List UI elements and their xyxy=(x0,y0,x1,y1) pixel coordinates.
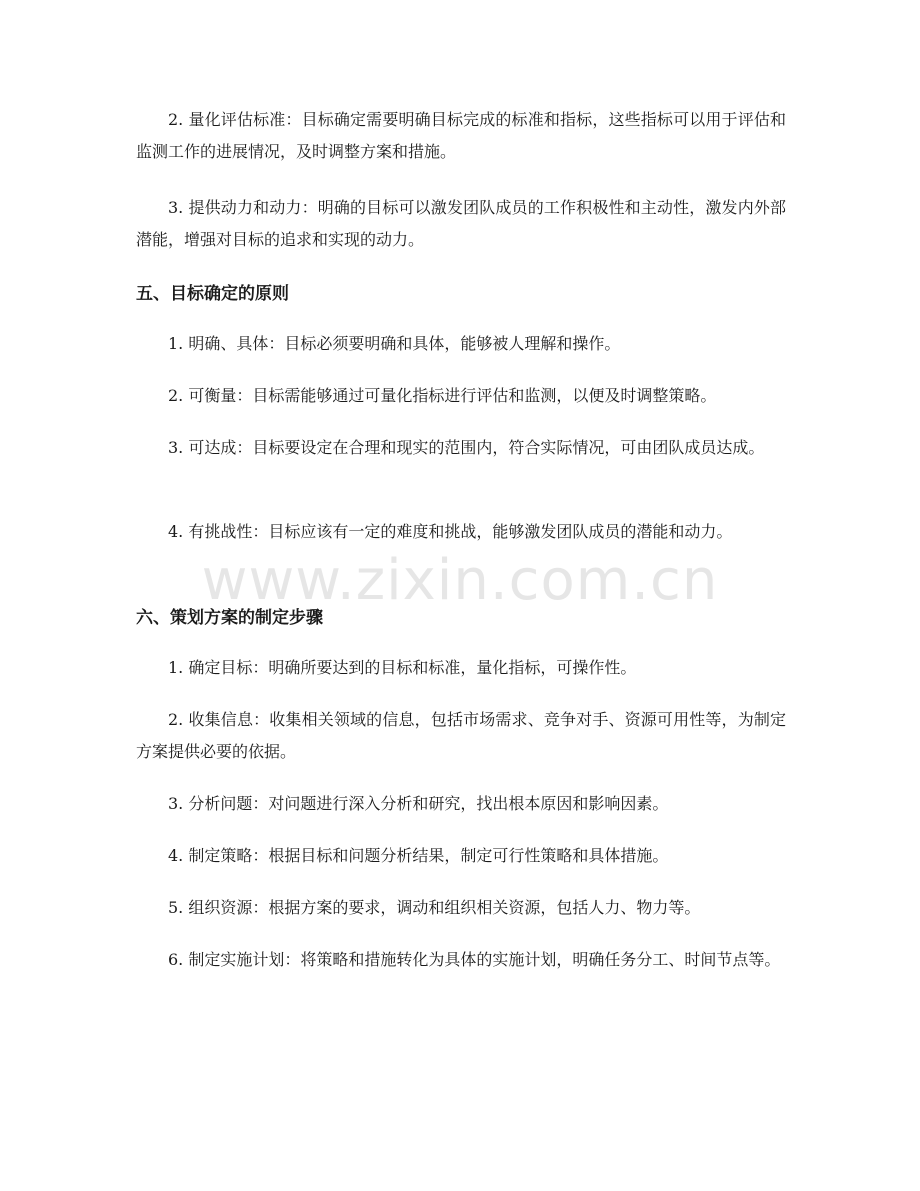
section6-item-4: 4. 制定策略：根据目标和问题分析结果，制定可行性策略和具体措施。 xyxy=(168,846,669,865)
section6-heading: 六、策划方案的制定步骤 xyxy=(136,608,323,628)
section6-item-3: 3. 分析问题：对问题进行深入分析和研究，找出根本原因和影响因素。 xyxy=(168,794,669,813)
section4-item-3: 3. 提供动力和动力：明确的目标可以激发团队成员的工作积极性和主动性，激发内外部潜能，增强对目标的追求和实现的动力。 xyxy=(136,198,786,249)
section5-item-1: 1. 明确、具体：目标必须要明确和具体，能够被人理解和操作。 xyxy=(168,334,621,353)
section6-item-5: 5. 组织资源：根据方案的要求，调动和组织相关资源，包括人力、物力等。 xyxy=(168,898,701,917)
section6-item-2: 2. 收集信息：收集相关领域的信息，包括市场需求、竞争对手、资源可用性等，为制定方案提供必要的依据。 xyxy=(136,710,786,761)
site-watermark: www.zixin.com.cn xyxy=(201,548,719,613)
section5-heading: 五、目标确定的原则 xyxy=(136,284,289,304)
section5-item-2: 2. 可衡量：目标需能够通过可量化指标进行评估和监测，以便及时调整策略。 xyxy=(168,386,717,405)
section6-item-1: 1. 确定目标：明确所要达到的目标和标准，量化指标，可操作性。 xyxy=(168,658,637,677)
section5-item-3: 3. 可达成：目标要设定在合理和现实的范围内，符合实际情况，可由团队成员达成。 xyxy=(168,438,765,457)
section5-item-4: 4. 有挑战性：目标应该有一定的难度和挑战，能够激发团队成员的潜能和动力。 xyxy=(168,522,733,541)
section6-item-6: 6. 制定实施计划：将策略和措施转化为具体的实施计划，明确任务分工、时间节点等。 xyxy=(168,950,781,969)
section4-item-2: 2. 量化评估标准：目标确定需要明确目标完成的标准和指标，这些指标可以用于评估和监测工作的进展情况，及时调整方案和措施。 xyxy=(136,110,786,161)
